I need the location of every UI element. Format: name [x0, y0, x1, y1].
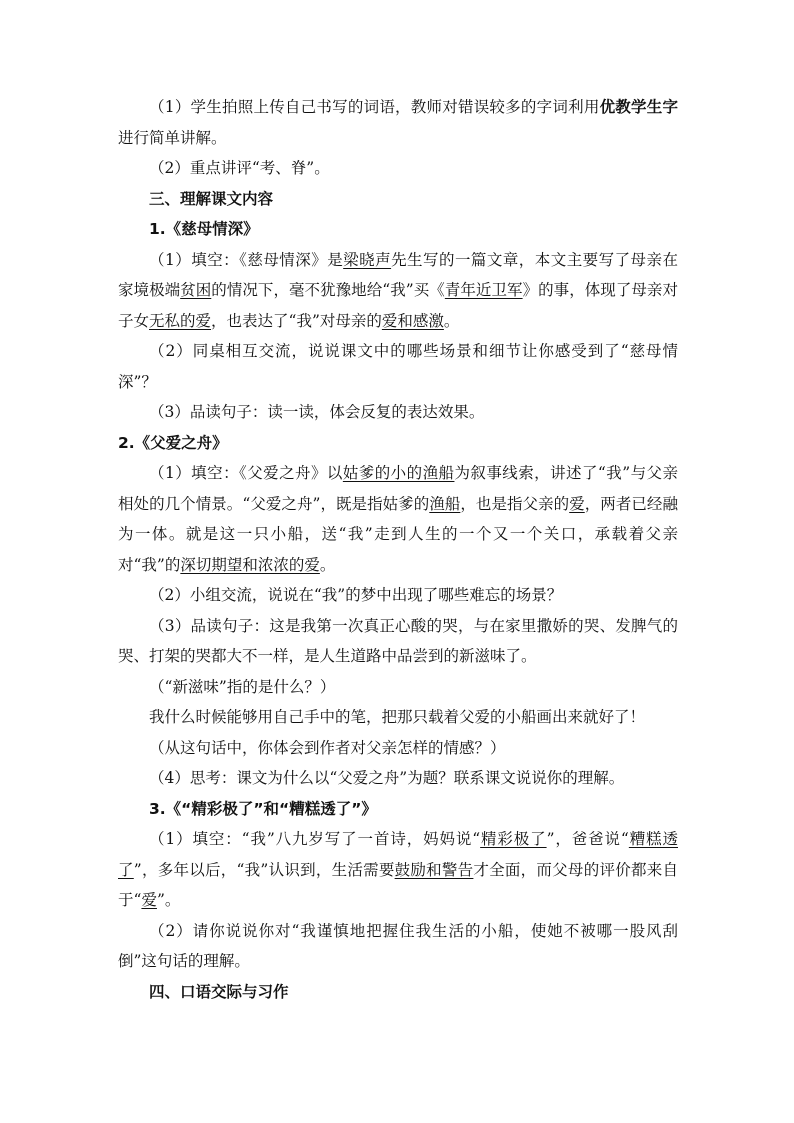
text-span: 。 — [319, 555, 336, 574]
text-span: （1）填空：《慈母情深》是 — [149, 250, 344, 269]
text-span: ，两者已经融为一体。就是这一只小船，送“我”走到人生的一个又一个关口，承载着父亲对“我”的 — [118, 494, 678, 574]
lesson2-fill-blank — [118, 458, 678, 580]
lesson3-comprehension: （2）请你说说你对“我谨慎地把握住我生活的小船，使她不被哪一股风刮倒”这句话的理解。 — [118, 921, 678, 970]
answer-blank: 梁晓声 — [343, 250, 392, 269]
text-span: 才全面，而父母的评价都来自于“ — [118, 860, 678, 909]
lesson-title-3: 3.《“精彩极了”和“糟糕透了”》 — [149, 799, 377, 818]
text-span: ，也是指父亲的 — [460, 494, 570, 513]
text-span: 先生写的一篇文章，本文主要写了母亲在家境极端 — [118, 250, 678, 299]
answer-blank: 姑爹的小的渔船 — [342, 464, 455, 482]
answer-blank: 爱 — [569, 494, 585, 513]
lesson2-reading: （3）品读句子：这是我第一次真正心酸的哭，与在家里撒娇的哭、发脾气的哭、打架的哭都大不一样，是人生道路中品尝到的新滋味了。 — [118, 616, 678, 665]
answer-blank: 鼓励和警告 — [394, 860, 474, 879]
text-span: （1）学生拍照上传自己书写的词语，教师对错误较多的字词利用 — [149, 98, 600, 116]
lesson2-question-2: （从这句话中，你体会到作者对父亲怎样的情感？） — [149, 738, 506, 757]
text-span: 进行简单讲解。 — [118, 128, 227, 147]
paragraph-photo-upload — [118, 92, 678, 153]
lesson2-think: （4）思考：课文为什么以“父爱之舟”为题？联系课文说说你的理解。 — [149, 769, 625, 787]
text-span: （1）填空：《父爱之舟》以 — [149, 464, 343, 482]
answer-blank: 爱 — [141, 891, 157, 909]
section-heading-understand: 三、理解课文内容 — [149, 189, 274, 208]
lesson-title-1: 1.《慈母情深》 — [149, 220, 259, 238]
lesson1-reading: （3）品读句子：读一读，体会反复的表达效果。 — [149, 403, 485, 421]
text-span: ”，多年以后，“我”认识到，生活需要 — [133, 860, 395, 879]
text-span: ”。 — [156, 891, 181, 909]
bold-term: 优教学生字 — [599, 98, 678, 116]
lesson-title-2: 2.《父爱之舟》 — [118, 433, 228, 452]
answer-blank: 爱和感激 — [381, 311, 444, 330]
answer-blank: 青年近卫军 — [444, 281, 523, 299]
answer-blank: 深切期望和浓浓的爱 — [180, 555, 320, 574]
text-span: 》的事，体现了母亲对子女 — [118, 281, 678, 330]
text-span: 的情况下，毫不犹豫地给“我”买《 — [211, 281, 445, 299]
text-span: （1）填空：“我”八九岁写了一首诗，妈妈说“ — [149, 830, 481, 848]
lesson3-fill-blank — [118, 824, 678, 916]
text-span: ，也表达了“我”对母亲的 — [211, 311, 382, 330]
answer-blank: 糟糕透了 — [118, 830, 678, 879]
answer-blank: 精彩极了 — [480, 830, 547, 848]
lesson2-quote: 我什么时候能够用自己手中的笔，把那只载着父爱的小船画出来就好了！ — [149, 708, 646, 726]
text-span: ”，爸爸说“ — [546, 830, 629, 848]
lesson1-fill-blank — [118, 245, 678, 337]
answer-blank: 贫困 — [180, 281, 212, 299]
document-body — [118, 92, 678, 1007]
lesson2-question-1: （“新滋味”指的是什么？） — [149, 677, 336, 696]
text-span: 。 — [443, 311, 460, 330]
paragraph-key-words: （2）重点讲评“考、脊”。 — [149, 159, 330, 177]
answer-blank: 无私的爱 — [149, 311, 212, 330]
lesson2-group-discussion: （2）小组交流，说说在“我”的梦中出现了哪些难忘的场景？ — [149, 586, 563, 604]
answer-blank: 渔船 — [429, 494, 461, 513]
text-span: 为叙事线索，讲述了“我”与父亲相处的几个情景。“父爱之舟”，既是指姑爹的 — [118, 464, 678, 513]
section-heading-oral: 四、口语交际与习作 — [149, 982, 289, 1001]
lesson1-discussion: （2）同桌相互交流，说说课文中的哪些场景和细节让你感受到了“慈母情深”？ — [118, 342, 678, 391]
